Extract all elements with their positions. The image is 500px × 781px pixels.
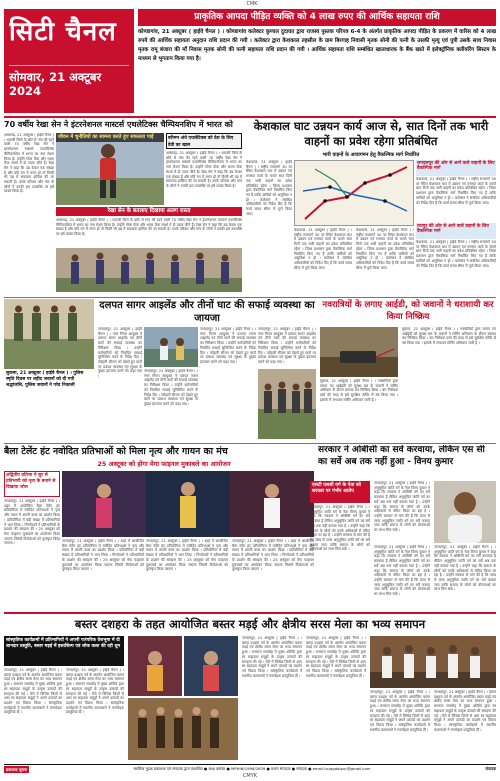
athlete-side-box: बरिमन अंधे एथलेटिक्स को देश के लिए देवी का खास — [166, 133, 242, 149]
athlete-photo-caption: जीवन में चुनौतियों का सामना करते हुए सफलता पाई — [58, 134, 154, 140]
keshkal-map-caption: भारी वाहनों के आवागमन हेतु वैकल्पिक मार्ग निर्धारित — [322, 152, 420, 158]
athlete-text-2: अम्बागढ़, 21 अक्टूबर ( हाईवे चैनल ) । धमतरी जिले के छोटे से गांव की रहने वाली 70 वर्षीय रेखा सेन ने इंटरनेशनल मास्टर्स एथलेटिक्स चैम्पियनशिप में भारत का नाम रोशन किया है। उन्होंने गोला फेंक और भाला फेंक स्पर्धा में दो पदक जीते हैं। रेखा सेन ने कहा कि उम्र केवल एक संख्या है और यदि मन में लगन हो तो किसी भी उम्र में सफलता हासिल की जा सकती है। उनके परिवार और गांव के लोगों ने उनकी इस उपलब्धि पर हर्ष व्यक्त किया है। — [166, 151, 242, 188]
keshkal-article — [246, 119, 496, 294]
bastar-text-3: जगदलपुर, 21 अक्टूबर ( हाईवे चैनल ) । बस्तर दशहरा पर्व के अंतर्गत आयोजित बस्तर मड़ई एवं क्षेत्रीय सरस मेला का भव्य समापन हुआ । समापन समारोह में मुख्य अतिथि द्वारा स्व सहायता समूहों के उत्कृष्ट उत्पादों की सराहना की गई । मेले में विभिन्न जिलों से आए स्व सहायता समूहों ने अपने उत्पादों का प्रदर्शन एवं विक्रय किया । सांस्कृतिक कार्यक्रमों में स्थानीय कलाकारों ने मनमोहक प्रस्तुतियां दीं । — [242, 636, 302, 678]
divider — [4, 443, 496, 444]
bottom-registration-mark: CMYK — [242, 773, 258, 779]
keshkal-route-text-1: केशकाल, 21 अक्टूबर ( हाईवे चैनल ) । राष्ट्रीय राजमार्ग 30 पर स्थित केशकाल घाट में उन्नयन एवं मरम्मत कार्य के चलते सात दिनों तक भारी वाहनों का प्रवेश प्रतिबंधित रहेगा । जिला प्रशासन द्वारा वैकल्पिक मार्ग निर्धारित किए गए हैं ताकि यात्रियों को असुविधा न हो । कलेक्टर ने संबंधित अधिकारियों को निर्देश दिए हैं कि कार्य समय सीमा में पूर्ण किया जाए। — [416, 177, 496, 205]
ceremony-photo — [56, 248, 242, 292]
dalpat-article — [4, 299, 316, 441]
dalpat-text-4: जगदलपुर, 21 अक्टूबर ( हाईवे चैनल ) । नगर निगम आयुक्त ने दलपत सागर आइलेंड एवं तीनों घाटों की सफाई व्यवस्था का निरीक्षण किया । उन्होंने कर्मचारियों को नियमित सफाई सुनिश्चित करने के निर्देश दिए । त्योहारी सीजन को देखते हुए घाटों पर प्रकाश व्यवस्था एवं सुरक्षा के पुख्ता इंतजाम करने को कहा गया । — [258, 327, 316, 364]
survey-headline: सरकार ने ओबीसी का सर्वे करवाया, लेकिन एस सी का सर्वे अब तक नहीं हुआ - विनय कुमार — [318, 445, 485, 467]
athlete-subheadline: रेखा सेन के बतलाए दिखाया अलग रास्ता — [56, 207, 242, 216]
ied-headline: नवरात्रियों के लगाए आईडी, को जवानों ने धराशायी कर किया निष्क्रिय — [322, 300, 494, 322]
police-photo — [4, 299, 94, 439]
top-story-headline: प्राकृतिक आपदा पीड़ित व्यक्ति को 4 लाख रुपए की आर्थिक सहायता राशि — [138, 9, 496, 26]
keshkal-text-2: केशकाल, 21 अक्टूबर ( हाईवे चैनल ) । राष्ट्रीय राजमार्ग 30 पर स्थित केशकाल घाट में उन्नयन एवं मरम्मत कार्य के चलते सात दिनों तक भारी वाहनों का प्रवेश प्रतिबंधित रहेगा । जिला प्रशासन द्वारा वैकल्पिक मार्ग निर्धारित किए गए हैं ताकि यात्रियों को असुविधा न हो । कलेक्टर ने संबंधित अधिकारियों को निर्देश दिए हैं कि कार्य समय सीमा में पूर्ण किया जाए। — [294, 228, 352, 270]
bastar-text-2: जगदलपुर, 21 अक्टूबर ( हाईवे चैनल ) । बस्तर दशहरा पर्व के अंतर्गत आयोजित बस्तर मड़ई एवं क्षेत्रीय सरस मेला का भव्य समापन हुआ । समापन समारोह में मुख्य अतिथि द्वारा स्व सहायता समूहों के उत्कृष्ट उत्पादों की सराहना की गई । मेले में विभिन्न जिलों से आए स्व सहायता समूहों ने अपने उत्पादों का प्रदर्शन एवं विक्रय किया । सांस्कृतिक कार्यक्रमों में स्थानीय कलाकारों ने मनमोहक प्रस्तुतियां दीं । — [66, 668, 124, 715]
stage-photos — [62, 471, 314, 537]
ghat-photo — [144, 327, 198, 367]
survey-text-4: जगदलपुर, 21 अक्टूबर ( हाईवे चैनल ) । अनुसूचित जाति वर्ग के नेता विनय कुमार ने कहा कि सरकार ने ओबीसी वर्ग का सर्वे करवाया है लेकिन अनुसूचित जाति वर्ग का सर्वे अब तक नहीं कराया गया है । उन्होंने कहा कि समाज के लोगों को उनके अधिकारों से वंचित किया जा रहा है । उन्होंने सरकार से मांग की है कि जल्द से जल्द अनुसूचित जाति वर्ग का सर्वे कराया जाए ताकि समाज के लोगों को योजनाओं का लाभ मिल सके । — [434, 545, 496, 592]
bastar-article — [4, 614, 496, 762]
athlete-article — [4, 119, 242, 294]
survey-text: जगदलपुर, 21 अक्टूबर ( हाईवे चैनल ) । अनुसूचित जाति वर्ग के नेता विनय कुमार ने कहा कि सरकार ने ओबीसी वर्ग का सर्वे करवाया है लेकिन अनुसूचित जाति वर्ग का सर्वे अब तक नहीं कराया गया है । उन्होंने कहा कि समाज के लोगों को उनके अधिकारों से वंचित किया जा रहा है । उन्होंने सरकार से मांग की है कि जल्द से जल्द अनुसूचित जाति वर्ग का सर्वे कराया जाए ताकि समाज के लोगों को योजनाओं का लाभ मिल सके । — [310, 505, 370, 552]
keshkal-route-box-1: जगदलपुर की ओर से आने वाले वाहनों के लिए वैकल्पिक मार्ग — [416, 160, 496, 176]
talent-text-2: जगदलपुर, 21 अक्टूबर ( हाईवे चैनल ) । शहर में आयोजित बैला टेलेंट हंट प्रतियोगिता में नवोदित प्रतिभाओं ने नृत्य और गायन में अपनी कला का प्रदर्शन किया । प्रतियोगिता में बड़ी संख्या में प्रतिभागियों ने भाग लिया । निर्णायकों ने प्रतिभागियों के प्रदर्शन की सराहना की । 25 अक्टूबर को मेगा फाइनल मुकाबले का आयोजन किया जाएगा जिसमें विजेताओं को पुरस्कृत किया जाएगा । — [62, 539, 144, 572]
speaker-photo — [434, 481, 496, 543]
bastar-text-6: जगदलपुर, 21 अक्टूबर ( हाईवे चैनल ) । बस्तर दशहरा पर्व के अंतर्गत आयोजित बस्तर मड़ई एवं क्षेत्रीय सरस मेला का भव्य समापन हुआ । समापन समारोह में मुख्य अतिथि द्वारा स्व सहायता समूहों के उत्कृष्ट उत्पादों की सराहना की गई । मेले में विभिन्न जिलों से आए स्व सहायता समूहों ने अपने उत्पादों का प्रदर्शन एवं विक्रय किया । सांस्कृतिक कार्यक्रमों में स्थानीय कलाकारों ने मनमोहक प्रस्तुतियां दीं । — [434, 690, 496, 732]
talent-article — [4, 445, 314, 610]
bastar-sub-box: सांस्कृतिक कार्यक्रमों में प्रतिभागियों ने अपनी पारंपरिक वेशभूषा में दी शानदार प्रस्तुति, बस्तर मड़ई में हस्तशिल्प एवं लोक कला की रही धूम — [4, 636, 124, 666]
masthead-title: सिटी चैनल — [9, 17, 117, 47]
top-story — [138, 9, 496, 113]
athlete-headline: 70 वर्षीय रेखा सेन ने इंटरनेशनल मास्टर्स एथलेटिक्स चैम्पियनशिप में भारत को — [4, 120, 233, 129]
survey-text-2: जगदलपुर, 21 अक्टूबर ( हाईवे चैनल ) । अनुसूचित जाति वर्ग के नेता विनय कुमार ने कहा कि सरकार ने ओबीसी वर्ग का सर्वे करवाया है लेकिन अनुसूचित जाति वर्ग का सर्वे अब तक नहीं कराया गया है । उन्होंने कहा कि समाज के लोगों को उनके अधिकारों से वंचित किया जा रहा है । उन्होंने सरकार से मांग की है कि जल्द से जल्द अनुसूचित जाति वर्ग का सर्वे कराया जाए ताकि समाज के लोगों को योजनाओं का लाभ मिल सके । — [374, 481, 430, 533]
fair-photos — [128, 636, 238, 760]
inspection-photo — [258, 369, 316, 439]
talent-sub-box: अद्वितीय प्रतिभा ने सुर से प्रतिभागी को नृत्य के बनाने से दिखाया जोश — [4, 471, 60, 497]
masthead — [4, 9, 134, 113]
athlete-text: अम्बागढ़, 21 अक्टूबर ( हाईवे चैनल ) । धमतरी जिले के छोटे से गांव की रहने वाली 70 वर्षीय रेखा सेन ने इंटरनेशनल मास्टर्स एथलेटिक्स चैम्पियनशिप में भारत का नाम रोशन किया है। उन्होंने गोला फेंक और भाला फेंक स्पर्धा में दो पदक जीते हैं। रेखा सेन ने कहा कि उम्र केवल एक संख्या है और यदि मन में लगन हो तो किसी भी उम्र में सफलता हासिल की जा सकती है। उनके परिवार और गांव के लोगों ने उनकी इस उपलब्धि पर हर्ष व्यक्त किया है। — [4, 133, 54, 194]
athlete-text-3: अम्बागढ़, 21 अक्टूबर ( हाईवे चैनल ) । धमतरी जिले के छोटे से गांव की रहने वाली 70 वर्षीय रेखा सेन ने इंटरनेशनल मास्टर्स एथलेटिक्स चैम्पियनशिप में भारत का नाम रोशन किया है। उन्होंने गोला फेंक और भाला फेंक स्पर्धा में दो पदक जीते हैं। रेखा सेन ने कहा कि उम्र केवल एक संख्या है और यदि मन में लगन हो तो किसी भी उम्र में सफलता हासिल की जा सकती है। उनके परिवार और गांव के लोगों ने उनकी इस उपलब्धि पर हर्ष व्यक्त किया है। — [56, 218, 242, 237]
divider — [4, 116, 496, 118]
dalpat-text-2: जगदलपुर, 21 अक्टूबर ( हाईवे चैनल ) । नगर निगम आयुक्त ने दलपत सागर आइलेंड एवं तीनों घाटों की सफाई व्यवस्था का निरीक्षण किया । उन्होंने कर्मचारियों को नियमित सफाई सुनिश्चित करने के निर्देश दिए । त्योहारी सीजन को देखते हुए घाटों पर प्रकाश व्यवस्था एवं सुरक्षा के पुख्ता इंतजाम करने को कहा गया । — [144, 369, 198, 406]
talent-text-4: जगदलपुर, 21 अक्टूबर ( हाईवे चैनल ) । शहर में आयोजित बैला टेलेंट हंट प्रतियोगिता में नवोदित प्रतिभाओं ने नृत्य और गायन में अपनी कला का प्रदर्शन किया । प्रतियोगिता में बड़ी संख्या में प्रतिभागियों ने भाग लिया । निर्णायकों ने प्रतिभागियों के प्रदर्शन की सराहना की । 25 अक्टूबर को मेगा फाइनल मुकाबले का आयोजन किया जाएगा जिसमें विजेताओं को पुरस्कृत किया जाएगा । — [232, 539, 314, 572]
bastar-text-5: जगदलपुर, 21 अक्टूबर ( हाईवे चैनल ) । बस्तर दशहरा पर्व के अंतर्गत आयोजित बस्तर मड़ई एवं क्षेत्रीय सरस मेला का भव्य समापन हुआ । समापन समारोह में मुख्य अतिथि द्वारा स्व सहायता समूहों के उत्कृष्ट उत्पादों की सराहना की गई । मेले में विभिन्न जिलों से आए स्व सहायता समूहों ने अपने उत्पादों का प्रदर्शन एवं विक्रय किया । सांस्कृतिक कार्यक्रमों में स्थानीय कलाकारों ने मनमोहक प्रस्तुतियां दीं । — [370, 690, 430, 732]
survey-text-3: जगदलपुर, 21 अक्टूबर ( हाईवे चैनल ) । अनुसूचित जाति वर्ग के नेता विनय कुमार ने कहा कि सरकार ने ओबीसी वर्ग का सर्वे करवाया है लेकिन अनुसूचित जाति वर्ग का सर्वे अब तक नहीं कराया गया है । उन्होंने कहा कि समाज के लोगों को उनके अधिकारों से वंचित किया जा रहा है । उन्होंने सरकार से मांग की है कि जल्द से जल्द अनुसूचित जाति वर्ग का सर्वे कराया जाए ताकि समाज के लोगों को योजनाओं का लाभ मिल सके । — [374, 545, 430, 597]
keshkal-text-3: केशकाल, 21 अक्टूबर ( हाईवे चैनल ) । राष्ट्रीय राजमार्ग 30 पर स्थित केशकाल घाट में उन्नयन एवं मरम्मत कार्य के चलते सात दिनों तक भारी वाहनों का प्रवेश प्रतिबंधित रहेगा । जिला प्रशासन द्वारा वैकल्पिक मार्ग निर्धारित किए गए हैं ताकि यात्रियों को असुविधा न हो । कलेक्टर ने संबंधित अधिकारियों को निर्देश दिए हैं कि कार्य समय सीमा में पूर्ण किया जाए। — [356, 228, 414, 270]
top-registration-mark: CMK — [246, 1, 258, 7]
ied-article — [320, 299, 496, 441]
keshkal-headline: केशकाल घाट उन्नयन कार्य आज से, सात दिनों तक भारी वाहनों का प्रवेश रहेगा प्रतिबंधित — [253, 119, 489, 148]
top-story-text: कोण्डागांव, 21 अक्टूबर ( हाईवे चैनल ) । कोण्डागांव कलेक्टर कुणाल दुदावत द्वारा राजस्व पुस्तक परिपत्र 6-4 के अंतर्गत प्राकृतिक आपदा पीड़ित के प्रकरण में वारिस को 4 लाख रुपये की आर्थिक सहायता अनुदान राशि प्रदान की गयी । कलेक्टर द्वारा केशकाल तहसील के ग्राम बिरगाह निवासी मृतक सोनी की पत्नी के उसकी मृत्यु एवं पुत्री उसके साथ निवास मृतक रामू बंजारा की माँ निवास मृतक सोनी की पत्नी सहायता राशि प्रदान की गयी । आर्थिक सहायता राशि सम्बंधित खाताधारक के बैंक खाते में इलेक्ट्रॉनिक क्लीयरिंग सिस्टम के माध्यम से भुगतान किया गया है। — [138, 29, 496, 62]
footer-right-tag: संपादक — [485, 766, 496, 771]
dalpat-text: जगदलपुर, 21 अक्टूबर ( हाईवे चैनल ) । नगर निगम आयुक्त ने दलपत सागर आइलेंड एवं तीनों घाटों की सफाई व्यवस्था का निरीक्षण किया । उन्होंने कर्मचारियों को नियमित सफाई सुनिश्चित करने के निर्देश दिए । त्योहारी सीजन को देखते हुए घाटों पर प्रकाश व्यवस्था एवं सुरक्षा के पुख्ता इंतजाम करने को कहा गया । — [98, 327, 142, 379]
ceremony-group-photo — [370, 636, 496, 688]
bastar-text-4: जगदलपुर, 21 अक्टूबर ( हाईवे चैनल ) । बस्तर दशहरा पर्व के अंतर्गत आयोजित बस्तर मड़ई एवं क्षेत्रीय सरस मेला का भव्य समापन हुआ । समापन समारोह में मुख्य अतिथि द्वारा स्व सहायता समूहों के उत्कृष्ट उत्पादों की सराहना की गई । मेले में विभिन्न जिलों से आए स्व सहायता समूहों ने अपने उत्पादों का प्रदर्शन एवं विक्रय किया । सांस्कृतिक कार्यक्रमों में स्थानीय कलाकारों ने मनमोहक प्रस्तुतियां दीं । — [306, 636, 366, 678]
footer-left-tag: प्रकाशक सूचना — [6, 767, 27, 772]
bastar-text: जगदलपुर, 21 अक्टूबर ( हाईवे चैनल ) । बस्तर दशहरा पर्व के अंतर्गत आयोजित बस्तर मड़ई एवं क्षेत्रीय सरस मेला का भव्य समापन हुआ । समापन समारोह में मुख्य अतिथि द्वारा स्व सहायता समूहों के उत्कृष्ट उत्पादों की सराहना की गई । मेले में विभिन्न जिलों से आए स्व सहायता समूहों ने अपने उत्पादों का प्रदर्शन एवं विक्रय किया । सांस्कृतिक कार्यक्रमों में स्थानीय कलाकारों ने मनमोहक प्रस्तुतियां दीं । — [4, 668, 62, 715]
footer — [4, 764, 496, 773]
talent-text: जगदलपुर, 21 अक्टूबर ( हाईवे चैनल ) । शहर में आयोजित बैला टेलेंट हंट प्रतियोगिता में नवोदित प्रतिभाओं ने नृत्य और गायन में अपनी कला का प्रदर्शन किया । प्रतियोगिता में बड़ी संख्या में प्रतिभागियों ने भाग लिया । निर्णायकों ने प्रतिभागियों के प्रदर्शन की सराहना की । 25 अक्टूबर को मेगा फाइनल मुकाबले का आयोजन किया जाएगा जिसमें विजेताओं को पुरस्कृत किया जाएगा । — [4, 499, 60, 546]
route-map — [294, 160, 414, 226]
talent-subheadline: 25 अक्टूबर को होगा मेगा फाइनल मुकाबले का आयोजन — [97, 460, 231, 468]
police-caption: सुकमा, 21 अक्टूबर ( हाईवे चैनल ) । पुलिस स्मृति दिवस पर शहीद जवानों को दी गयी श्रद्धांजलि, पुलिस जवानों ने परेड निकाली — [6, 371, 84, 389]
keshkal-route-box-2: रायपुर की ओर से आने वाले वाहनों के लिए वैकल्पिक मार्ग — [416, 223, 496, 239]
dalpat-headline: दलपत सागर आइलेंड और तीनों घाट की सफाई व्यवस्था का जायजा — [99, 300, 315, 324]
ied-text-2: सुकमा, 21 अक्टूबर ( हाईवे चैनल ) । नक्सलियों द्वारा लगाए गए आईईडी को सुरक्षा बल के जवानों ने सर्चिंग अभियान के दौरान बरामद कर निष्क्रिय किया । बम निरोधक दस्ते की मदद से इसे सुरक्षित तरीके से नष्ट किया गया । इलाके में लगातार सर्चिंग अभियान जारी है । — [402, 327, 496, 346]
talent-headline: बैला टेलेंट हंट नवोदित प्रतिभाओं को मिला नृत्य और गायन का मंच — [4, 446, 228, 457]
survey-article — [310, 445, 496, 610]
bastar-headline: बस्तर दशहरा के तहत आयोजित बस्तर मड़ई और क्षेत्रीय सरस मेला का भव्य समापन — [74, 617, 426, 631]
footer-imprint: स्वामित्व मुद्रक प्रकाशक एवं संपादक द्वारा प्रकाशित ● RNI क्रमांक ● MPHIN/1996/2639 ● प्रधान संपादक ● संपादक ● email-hcjagdalpur@gmail.com — [133, 766, 371, 771]
talent-text-3: जगदलपुर, 21 अक्टूबर ( हाईवे चैनल ) । शहर में आयोजित बैला टेलेंट हंट प्रतियोगिता में नवोदित प्रतिभाओं ने नृत्य और गायन में अपनी कला का प्रदर्शन किया । प्रतियोगिता में बड़ी संख्या में प्रतिभागियों ने भाग लिया । निर्णायकों ने प्रतिभागियों के प्रदर्शन की सराहना की । 25 अक्टूबर को मेगा फाइनल मुकाबले का आयोजन किया जाएगा जिसमें विजेताओं को पुरस्कृत किया जाएगा । — [146, 539, 228, 572]
survey-side-box: एसटी एससी वर्ग के नेता को सरकार पर गंभीर आरोप — [310, 481, 370, 503]
ied-text: सुकमा, 21 अक्टूबर ( हाईवे चैनल ) । नक्सलियों द्वारा लगाए गए आईईडी को सुरक्षा बल के जवानों ने सर्चिंग अभियान के दौरान बरामद कर निष्क्रिय किया । बम निरोधक दस्ते की मदद से इसे सुरक्षित तरीके से नष्ट किया गया । इलाके में लगातार सर्चिंग अभियान जारी है । — [320, 379, 398, 402]
divider — [4, 297, 496, 298]
athlete-photo — [56, 133, 164, 205]
ied-photo — [320, 327, 398, 377]
keshkal-route-text-2: केशकाल, 21 अक्टूबर ( हाईवे चैनल ) । राष्ट्रीय राजमार्ग 30 पर स्थित केशकाल घाट में उन्नयन एवं मरम्मत कार्य के चलते सात दिनों तक भारी वाहनों का प्रवेश प्रतिबंधित रहेगा । जिला प्रशासन द्वारा वैकल्पिक मार्ग निर्धारित किए गए हैं ताकि यात्रियों को असुविधा न हो । कलेक्टर ने संबंधित अधिकारियों को निर्देश दिए हैं कि कार्य समय सीमा में पूर्ण किया जाए। — [416, 240, 496, 268]
dalpat-text-3: जगदलपुर, 21 अक्टूबर ( हाईवे चैनल ) । नगर निगम आयुक्त ने दलपत सागर आइलेंड एवं तीनों घाटों की सफाई व्यवस्था का निरीक्षण किया । उन्होंने कर्मचारियों को नियमित सफाई सुनिश्चित करने के निर्देश दिए । त्योहारी सीजन को देखते हुए घाटों पर प्रकाश व्यवस्था एवं सुरक्षा के पुख्ता इंतजाम करने को कहा गया । — [200, 327, 256, 364]
masthead-date: सोमवार, 21 अक्टूबर 2024 — [9, 70, 102, 98]
keshkal-text: केशकाल, 21 अक्टूबर ( हाईवे चैनल ) । राष्ट्रीय राजमार्ग 30 पर स्थित केशकाल घाट में उन्नयन एवं मरम्मत कार्य के चलते सात दिनों तक भारी वाहनों का प्रवेश प्रतिबंधित रहेगा । जिला प्रशासन द्वारा वैकल्पिक मार्ग निर्धारित किए गए हैं ताकि यात्रियों को असुविधा न हो । कलेक्टर ने संबंधित अधिकारियों को निर्देश दिए हैं कि कार्य समय सीमा में पूर्ण किया जाए। — [246, 160, 292, 216]
